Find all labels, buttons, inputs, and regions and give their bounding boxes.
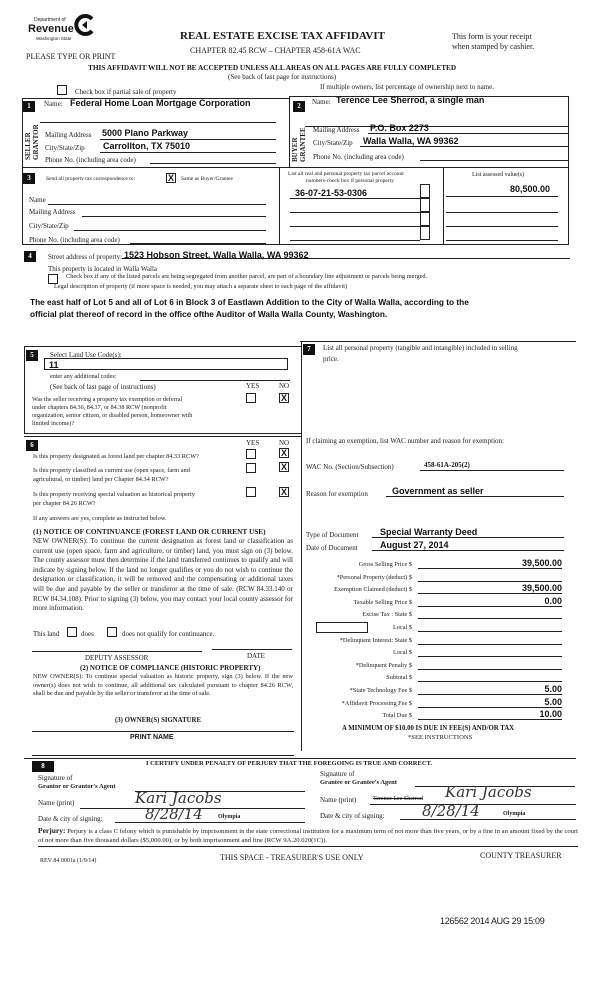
logo-text-state: Washington State xyxy=(36,36,72,41)
amount-label: Exemption Claimed (deduct) $ xyxy=(334,586,412,594)
logo-text: Revenue xyxy=(28,23,74,35)
parcel-header-1: List all real and personal property tax parcel account xyxy=(288,171,404,177)
receipt-note-2: when stamped by cashier. xyxy=(452,42,535,51)
no-header-5: NO xyxy=(279,382,290,390)
doc-date-field[interactable]: August 27, 2014 xyxy=(380,540,449,550)
logo-text-small: Department of xyxy=(34,17,66,23)
legal-description-label: Legal description of property (if more space is needed, you may attach a separate sheet to each page of the affidavit) xyxy=(54,283,348,290)
section-number-7: 7 xyxy=(303,344,315,355)
notice-continuance-text: NEW OWNER(S): To continue the current designation as forest land or classification as current use (open space, farm and agriculture, or timber) land, you must sign on (3) below. The county assessor must then determine if the land transferred continues to qualify and will indicate by signing below. If the land no longer qualifies or you do not wish to continue the designation or classification, it will be removed and the compensating or additional taxes will be due and payable by the seller or transferor at the time of sale. (RCW 84.33.140 or RCW 84.34.108). Prior to signing (3) below, you may contact your local county assessor for more information. xyxy=(33,537,293,613)
amount-value-field[interactable] xyxy=(418,671,562,682)
section-number-8: 8 xyxy=(32,761,54,772)
yes-header-6: YES xyxy=(246,439,260,447)
amount-label: *Affidavit Processing Fee $ xyxy=(341,699,412,707)
amount-value-field[interactable]: 0.00 xyxy=(418,596,562,607)
doc-type-field[interactable]: Special Warranty Deed xyxy=(380,527,478,537)
minimum-due-note: A MINIMUM OF $10.00 IS DUE IN FEE(S) AND/OR TAX xyxy=(342,725,515,732)
amount-value-field[interactable] xyxy=(418,646,562,657)
section-number-5: 5 xyxy=(26,350,38,361)
seller-side-label: SELLER GRANTOR xyxy=(24,124,40,160)
buyer-name-label: Name: xyxy=(312,98,331,106)
corr-phone-label: Phone No. (including area code) xyxy=(29,236,120,244)
legal-description-line-2[interactable]: official plat thereof of record in the office ofthe Auditor of Walla Walla County, Washington. xyxy=(30,309,388,319)
form-title: REAL ESTATE EXCISE TAX AFFIDAVIT xyxy=(180,30,385,42)
county-treasurer: COUNTY TREASURER xyxy=(480,851,562,860)
amount-label: Local $ xyxy=(392,649,412,657)
treasurer-space: THIS SPACE - TREASURER'S USE ONLY xyxy=(220,853,364,862)
historic-yes-checkbox[interactable] xyxy=(246,487,256,497)
reason-field[interactable]: Government as seller xyxy=(392,486,484,496)
perjury-notice xyxy=(38,826,578,845)
grantee-date-label: Date & city of signing: xyxy=(320,812,385,820)
wac-field[interactable]: 458-61A-205(2) xyxy=(424,461,470,469)
owner-signature-line[interactable] xyxy=(32,731,294,732)
warning-text: THIS AFFIDAVIT WILL NOT BE ACCEPTED UNLESS ALL AREAS ON ALL PAGES ARE FULLY COMPLETED xyxy=(88,63,457,72)
amount-label: Subtotal $ xyxy=(386,674,412,682)
historic-question-1: Is this property receiving special valuation as historical property xyxy=(33,491,195,498)
buyer-phone-label: Phone No. (including area code) xyxy=(313,153,404,161)
form-subtitle: CHAPTER 82.45 RCW – CHAPTER 458-61A WAC xyxy=(190,46,361,55)
perjury-label: Perjury: xyxy=(38,826,66,835)
section-number-3: 3 xyxy=(23,173,35,184)
exemption-question-2: under chapters 84.36, 84.37, or 84.38 RCW (nonprofit xyxy=(32,404,167,411)
amount-label: Excise Tax : State $ xyxy=(362,611,412,619)
multiple-owners-note: If multiple owners, list percentage of ownership next to name. xyxy=(320,83,494,91)
does-not-label: does not qualify for continuance. xyxy=(122,630,215,638)
amount-label: Gross Selling Price $ xyxy=(358,561,412,568)
receipt-note-1: This form is your receipt xyxy=(452,32,532,41)
dor-logo xyxy=(22,12,102,46)
amount-value-field[interactable]: 39,500.00 xyxy=(418,583,562,594)
grantor-date-label: Date & city of signing: xyxy=(38,815,103,823)
does-label: does xyxy=(81,630,94,638)
grantee-signature[interactable]: Kari Jacobs xyxy=(445,783,532,801)
grantor-city[interactable]: Olympia xyxy=(218,814,241,820)
corr-mailing-field[interactable] xyxy=(82,216,266,217)
certify-statement: I CERTIFY UNDER PENALTY OF PERJURY THAT THE FOREGOING IS TRUE AND CORRECT. xyxy=(146,760,433,767)
perjury-text: Perjury is a class C felony which is punishable by imprisonment in the state correctional institution for a maximum term of not more than five years, or by a fine in an amount fixed by the court of not more than five thousand dollars ($5,000.00), or by both imprisonment and fine (RCW 9A.20.020(1C)). xyxy=(38,828,578,844)
grantor-signature[interactable]: Kari Jacobs xyxy=(135,789,222,807)
yes-header-5: YES xyxy=(246,382,260,390)
recording-stamp: 126562 2014 AUG 29 15:09 xyxy=(440,916,545,926)
amount-label: *Delinquent Interest: State $ xyxy=(339,636,412,644)
seller-city-field[interactable]: Carrollton, TX 75010 xyxy=(103,141,191,151)
amount-value-field[interactable]: 10.00 xyxy=(418,709,562,720)
buyer-city-field[interactable]: Walla Walla, WA 99362 xyxy=(363,136,459,146)
type-or-print: PLEASE TYPE OR PRINT xyxy=(26,52,116,61)
print-name-label: PRINT NAME xyxy=(130,734,174,741)
located-in: This property is located in Walla Walla xyxy=(48,265,158,273)
exemption-claim-label: If claiming an exemption, list WAC number and reason for exemption: xyxy=(306,437,504,445)
notice-continuance-title: (1) NOTICE OF CONTINUANCE (FOREST LAND OR CURRENT USE) xyxy=(33,527,266,536)
current-use-question-2: agricultural, or timber) land per Chapter 84.34 RCW? xyxy=(33,476,169,483)
land-use-see-back: (See back of last page of instructions) xyxy=(50,383,156,391)
buyer-name-field[interactable]: Terence Lee Sherrod, a single man xyxy=(336,95,485,105)
doc-date-label: Date of Document xyxy=(306,544,358,552)
segregated-label: Check box if any of the listed parcels are being segregated from another parcel, are part of a boundary line adjustment or parcels being merged. xyxy=(66,273,428,280)
amount-value-field[interactable] xyxy=(418,634,562,645)
notice-compliance-title: (2) NOTICE OF COMPLIANCE (HISTORIC PROPERTY) xyxy=(80,664,261,672)
local-code-box[interactable] xyxy=(316,622,368,633)
amount-label: Local $ xyxy=(392,624,412,631)
land-use-code: 11 xyxy=(49,360,59,370)
section-number-6: 6 xyxy=(26,440,38,451)
seller-name-label: Name: xyxy=(44,100,63,108)
section-number-4: 4 xyxy=(24,251,36,262)
amount-label: Total Due $ xyxy=(382,712,412,720)
grantee-city[interactable]: Olympia xyxy=(503,811,526,817)
grantor-sig-label: Grantor or Grantor's Agent xyxy=(38,783,116,790)
additional-codes-field[interactable] xyxy=(140,380,290,381)
amount-value-field[interactable]: 5.00 xyxy=(418,684,562,695)
corr-city-field[interactable] xyxy=(74,230,266,231)
grantor-name-label: Name (print) xyxy=(38,799,75,807)
does-not-qualify-checkbox[interactable] xyxy=(107,627,117,637)
exemption-yes-checkbox[interactable] xyxy=(246,393,256,403)
seller-mailing-label: Mailing Address xyxy=(45,131,92,139)
exemption-question-4: limited income)? xyxy=(32,420,75,427)
buyer-side-label: BUYER GRANTEE xyxy=(291,127,307,162)
correspondence-label: Send all property tax correspondence to: xyxy=(46,176,136,182)
forest-yes-checkbox[interactable] xyxy=(246,449,256,459)
wac-label: WAC No. (Section/Subsection) xyxy=(306,463,394,471)
seller-mailing-field[interactable]: 5000 Plano Parkway xyxy=(102,128,189,138)
current-use-question-1: Is this property classified as current use (open space, farm and xyxy=(33,467,190,474)
no-header-6: NO xyxy=(279,439,290,447)
deputy-assessor-label: DEPUTY ASSESSOR xyxy=(85,654,149,662)
section-number-2: 2 xyxy=(293,101,305,112)
doc-type-label: Type of Document xyxy=(306,531,359,539)
grantee-sig-of: Signature of xyxy=(320,770,355,778)
corr-mailing-label: Mailing Address xyxy=(29,208,76,216)
amount-label: Taxable Selling Price $ xyxy=(353,598,412,606)
legal-description-line-1[interactable]: The east half of Lot 5 and all of Lot 6 in Block 3 of Eastlawn Addition to the City of Walla Walla, according to the xyxy=(30,297,469,307)
amount-value-field[interactable]: 39,500.00 xyxy=(418,558,562,569)
seller-city-label: City/State/Zip xyxy=(45,144,85,152)
assessed-value-header: List assessed value(s) xyxy=(472,172,524,178)
amount-value-field[interactable] xyxy=(418,659,562,670)
section-number-1: 1 xyxy=(23,101,35,112)
corr-name-label: Name xyxy=(29,196,46,204)
deputy-assessor-signature-line[interactable] xyxy=(32,651,202,652)
reason-label: Reason for exemption xyxy=(306,490,368,498)
amount-value-field[interactable] xyxy=(418,608,562,619)
personal-property-label-1: List all personal property (tangible and intangible) included in selling xyxy=(323,344,518,352)
amount-value-field[interactable]: 5.00 xyxy=(418,697,562,708)
amount-value-field[interactable] xyxy=(418,621,562,632)
grantee-name-label: Name (print) xyxy=(320,796,357,804)
this-land-label: This land xyxy=(33,630,60,638)
additional-codes-label: enter any additional codes: xyxy=(50,373,117,380)
date-label: DATE xyxy=(247,652,265,660)
forest-no-checkbox[interactable]: X xyxy=(280,448,287,458)
personal-property-checkbox-1[interactable] xyxy=(420,184,430,198)
exemption-no-checkbox[interactable]: X xyxy=(280,393,287,403)
amount-label: *State Technology Fee $ xyxy=(349,687,412,694)
land-use-label: Select Land Use Code(s): xyxy=(50,351,122,359)
land-use-code-field[interactable] xyxy=(44,358,288,370)
buyer-mailing-label: Mailing Address xyxy=(313,126,360,134)
logo-swirl-icon xyxy=(74,14,96,36)
street-label: Street address of property: xyxy=(48,253,123,261)
personal-property-label-2: price. xyxy=(323,355,339,363)
buyer-mailing-field[interactable]: P.O. Box 2273 xyxy=(370,123,429,133)
corr-city-label: City/State/Zip xyxy=(29,222,69,230)
grantee-name-print[interactable]: Terence Lee Sherrod xyxy=(373,796,423,802)
see-instructions: *SEE INSTRUCTIONS xyxy=(408,734,473,741)
forest-question: Is this property designated as forest land per chapter 84.33 RCW? xyxy=(33,453,199,460)
corr-name-field[interactable] xyxy=(48,204,266,205)
amount-value-field[interactable] xyxy=(418,571,562,582)
amount-label: *Personal Property (deduct) $ xyxy=(336,573,412,581)
grantee-sig-label: Grantee or Grantee's Agent xyxy=(320,779,397,786)
buyer-city-label: City/State/Zip xyxy=(313,139,353,147)
partial-sale-label: Check box if partial sale of property xyxy=(75,88,177,96)
partial-sale-checkbox[interactable] xyxy=(57,85,67,95)
same-as-buyer-label: Same as Buyer/Grantee xyxy=(181,176,233,182)
assessed-value-field[interactable]: 80,500.00 xyxy=(510,184,551,194)
personal-property-checkbox-2[interactable] xyxy=(420,198,430,212)
see-back-note: (See back of last page for instructions) xyxy=(228,73,337,81)
same-as-buyer-checkbox[interactable]: X xyxy=(167,173,174,183)
deputy-date-line[interactable] xyxy=(212,649,292,650)
seller-phone-label: Phone No. (including area code) xyxy=(45,156,136,164)
if-yes-note: If any answers are yes, complete as instructed below. xyxy=(33,515,167,522)
grantee-date[interactable]: 8/28/14 xyxy=(422,802,480,820)
personal-property-checkbox-4[interactable] xyxy=(420,226,430,240)
form-revision: REV 84 0001a (1/9/14) xyxy=(40,858,97,864)
notice-compliance-text: NEW OWNER(S): To continue special valuation as historic property, sign (3) below. If the new owner(s) does not wish to continue, all additional tax calculated pursuant to chapter 84.26 RCW, shall be due and payable by the seller or transferor at the time of sale. xyxy=(33,673,293,698)
historic-no-checkbox[interactable]: X xyxy=(280,487,287,497)
current-use-yes-checkbox[interactable] xyxy=(246,463,256,473)
grantor-sig-of: Signature of xyxy=(38,774,73,782)
street-field[interactable]: 1523 Hobson Street, Walla Walla, WA 99362 xyxy=(124,250,309,260)
exemption-question-1: Was the seller receiving a property tax exemption or deferral xyxy=(32,396,183,403)
amount-label: *Delinquent Penalty $ xyxy=(355,661,412,669)
grantor-date[interactable]: 8/28/14 xyxy=(145,805,203,823)
current-use-no-checkbox[interactable]: X xyxy=(280,462,287,472)
parcel-number-field[interactable]: 36-07-21-53-0306 xyxy=(295,188,368,198)
seller-name-field[interactable]: Federal Home Loan Mortgage Corporation xyxy=(70,98,251,108)
historic-question-2: per chapter 84.26 RCW? xyxy=(33,500,96,507)
print-name-line[interactable] xyxy=(32,755,294,756)
owner-signature-title: (3) OWNER(S) SIGNATURE xyxy=(115,717,201,724)
exemption-question-3: organization, senior citizen, or disabled person, homeowner with xyxy=(32,412,193,419)
parcel-header-2: numbers-check box if personal property xyxy=(306,178,394,184)
does-qualify-checkbox[interactable] xyxy=(67,627,77,637)
personal-property-checkbox-3[interactable] xyxy=(420,212,430,226)
